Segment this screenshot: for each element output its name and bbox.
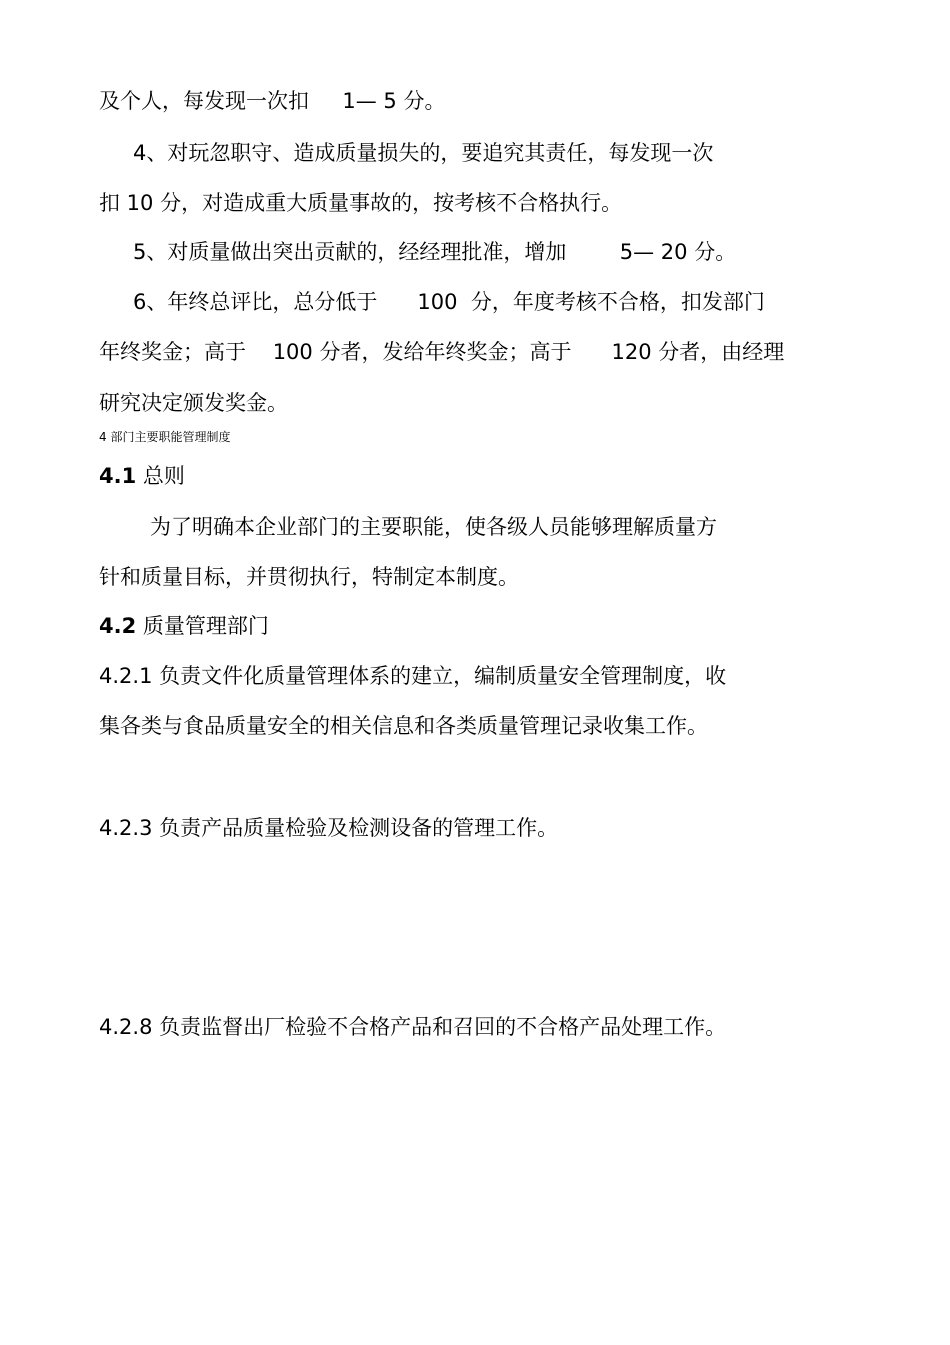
text-line: 6、年终总评比，总分低于 100 分，年度考核不合格，扣发部门	[133, 290, 765, 314]
paragraph-line: 为了明确本企业部门的主要职能，使各级人员能够理解质量方	[150, 515, 717, 539]
section-title-text: 总则	[142, 464, 185, 488]
section-title-text: 质量管理部门	[142, 614, 269, 638]
text-line: 及个人，每发现一次扣 1— 5 分。	[99, 89, 446, 113]
section-heading: 4 部门主要职能管理制度	[99, 430, 231, 444]
item-4-2-1-line: 集各类与食品质量安全的相关信息和各类质量管理记录收集工作。	[99, 714, 708, 738]
item-4-2-3: 4.2.3 负责产品质量检验及检测设备的管理工作。	[99, 816, 559, 840]
text-line: 研究决定颁发奖金。	[99, 391, 288, 415]
section-number: 4.2	[99, 614, 137, 638]
item-4-2-1-line: 4.2.1 负责文件化质量管理体系的建立，编制质量安全管理制度，收	[99, 664, 727, 688]
text-line: 4、对玩忽职守、造成质量损失的，要追究其责任，每发现一次	[133, 141, 714, 165]
section-number: 4.1	[99, 464, 137, 488]
text-line: 扣 10 分，对造成重大质量事故的，按考核不合格执行。	[99, 191, 623, 215]
text-line: 年终奖金；高于 100 分者，发给年终奖金；高于 120 分者，由经理	[99, 340, 785, 364]
text-line: 5、对质量做出突出贡献的，经经理批准，增加 5— 20 分。	[133, 240, 737, 264]
section-title-4-2	[99, 613, 269, 639]
item-4-2-8: 4.2.8 负责监督出厂检验不合格产品和召回的不合格产品处理工作。	[99, 1015, 727, 1039]
section-title-4-1	[99, 463, 185, 489]
paragraph-line: 针和质量目标，并贯彻执行，特制定本制度。	[99, 565, 519, 589]
